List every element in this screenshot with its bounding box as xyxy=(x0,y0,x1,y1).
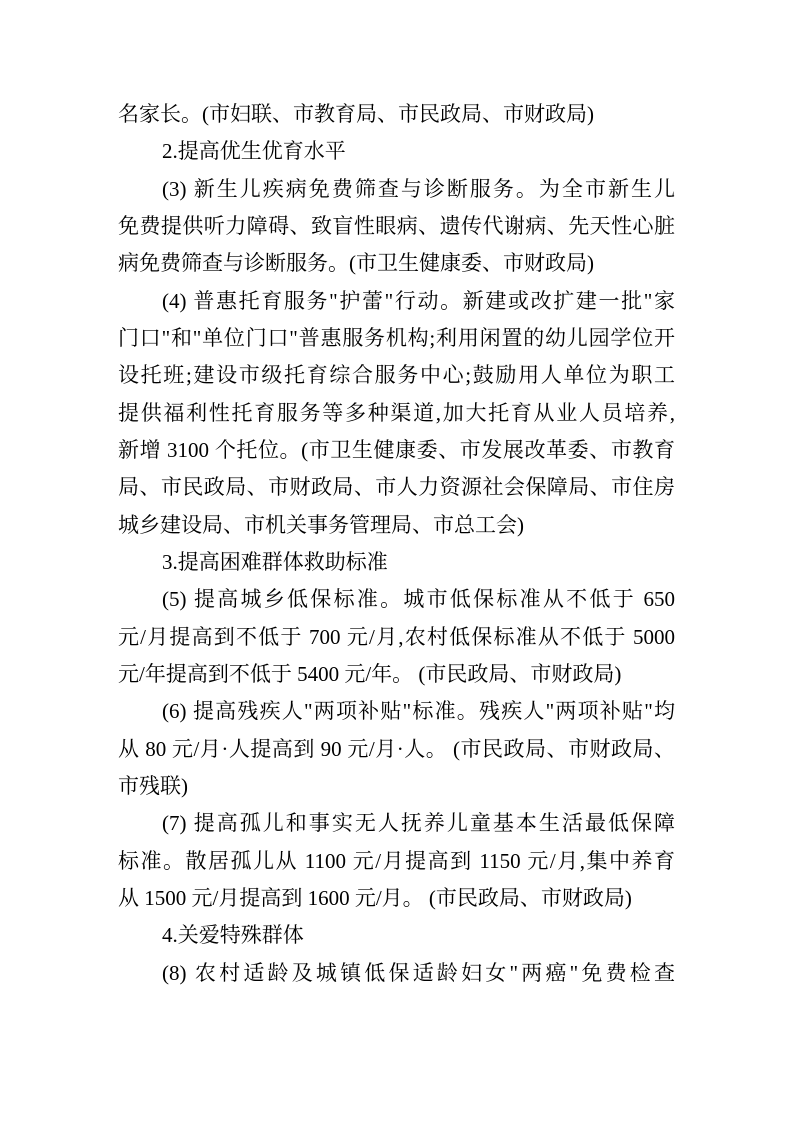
text-line: 设托班;建设市级托育综合服务中心;鼓励用人单位为职工 xyxy=(118,363,675,388)
text-line: 局、市民政局、市财政局、市人力资源社会保障局、市住房 xyxy=(118,475,675,500)
document-body xyxy=(118,96,675,992)
text-line: 2.提高优生优育水平 xyxy=(162,139,346,164)
text-line: 元/月提高到不低于 700 元/月,农村低保标准从不低于 5000 xyxy=(118,624,675,649)
text-line: (8) 农村适龄及城镇低保适龄妇女"两癌"免费检查 xyxy=(162,960,675,985)
text-line: 新增 3100 个托位。(市卫生健康委、市发展改革委、市教育 xyxy=(118,437,675,462)
text-line: 城乡建设局、市机关事务管理局、市总工会) xyxy=(118,512,524,537)
text-line: 门口"和"单位门口"普惠服务机构;利用闲置的幼儿园学位开 xyxy=(118,325,675,350)
text-line: (4) 普惠托育服务"护蕾"行动。新建或改扩建一批"家 xyxy=(162,288,675,313)
text-line: 名家长。(市妇联、市教育局、市民政局、市财政局) xyxy=(118,102,594,126)
text-line: (6) 提高残疾人"两项补贴"标准。残疾人"两项补贴"均 xyxy=(162,699,675,724)
text-line: (7) 提高孤儿和事实无人抚养儿童基本生活最低保障 xyxy=(162,811,675,836)
text-line: 免费提供听力障碍、致盲性眼病、遗传代谢病、先天性心脏 xyxy=(118,213,675,238)
text-line: 从 80 元/月·人提高到 90 元/月·人。 (市民政局、市财政局、 xyxy=(118,736,675,761)
text-line: (3) 新生儿疾病免费筛查与诊断服务。为全市新生儿 xyxy=(162,176,675,201)
text-line: 提供福利性托育服务等多种渠道,加大托育从业人员培养, xyxy=(118,400,675,425)
text-line: 病免费筛查与诊断服务。(市卫生健康委、市财政局) xyxy=(118,251,594,276)
text-line: 4.关爱特殊群体 xyxy=(162,923,304,948)
text-line: 从 1500 元/月提高到 1600 元/月。 (市民政局、市财政局) xyxy=(118,885,632,910)
text-line: 市残联) xyxy=(118,773,188,798)
text-line: 3.提高困难群体救助标准 xyxy=(162,549,388,574)
text-line: 元/年提高到不低于 5400 元/年。 (市民政局、市财政局) xyxy=(118,661,622,686)
text-line: 标准。散居孤儿从 1100 元/月提高到 1150 元/月,集中养育 xyxy=(118,848,675,873)
text-line: (5) 提高城乡低保标准。城市低保标准从不低于 650 xyxy=(162,587,675,612)
